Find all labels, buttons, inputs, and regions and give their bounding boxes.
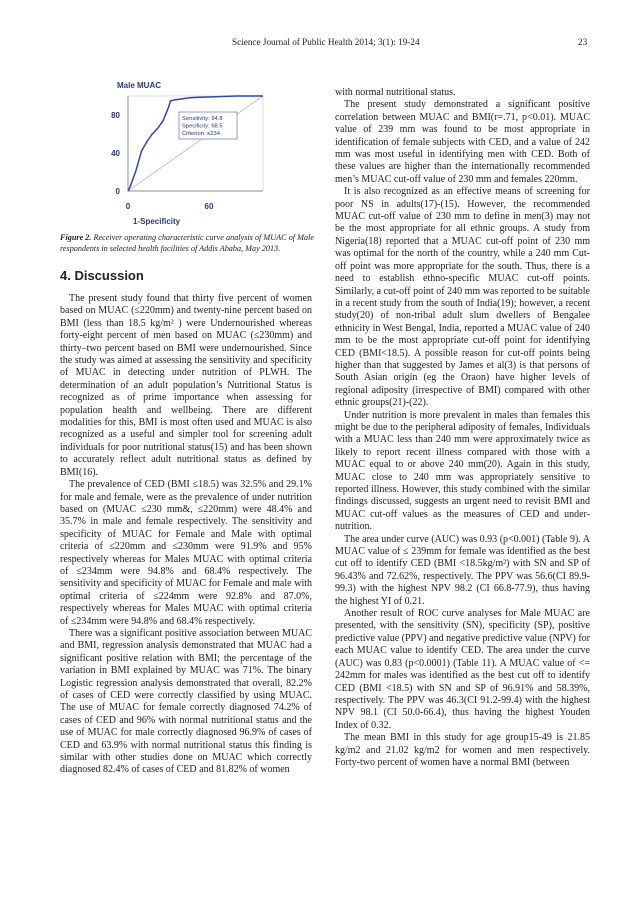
paragraph: The present study demonstrated a significant positive correlation between MUAC and BMI(r=.71, p<0.01). MUAC value of 239 mm was found to be most appropriate in identification of female subjects with CED, and a value of 242 mm was most useful in identifying men with CED. Both of these values are higher than the internationally recommended men’s MUAC cut-off value of 230 mm and females 220mm.: [335, 99, 590, 185]
paragraph: The present study found that thirty five percent of women based on MUAC (≤220mm) and twenty-nine percent based on BMI (less than 18.5 kg/m² ) were Undernourished whereas forty-eight percent of men based on MUAC (≤230mm) and thirty–two percent based on BMI were undernourished. Since the study was aimed at assessing the sensitivity and specificity of MUAC in detecting under nutrition of PLWH. The determination of an adult population’s Nutritional Status is recognized as of prime importance when assessing for population health and wellbeing. There are different modalities for this, BMI is most often used and MUAC is also recognized as a useful and simpler tool for screening adult individuals for poor nutritional status(15) and has been shown to accurately reflect adult nutritional status as defined by BMI(16).: [60, 293, 312, 478]
x-tick-label: 0: [125, 202, 131, 211]
x-axis-label: 1-Specificity: [133, 217, 181, 226]
roc-figure: [95, 78, 295, 226]
right-column-text: [335, 87, 590, 769]
x-tick-labels: [126, 202, 214, 211]
legend-entry: Sensitivity: 94.8: [182, 116, 223, 122]
figure-caption-text: Receiver operating characteristic curve analysis of MUAC of Male respondents in selected health facilities of Addis Ababa, May 2013.: [60, 233, 314, 253]
chart-legend: [179, 112, 237, 139]
figure-caption-label: Figure 2.: [60, 233, 92, 242]
paragraph: The mean BMI in this study for age group15-49 is 21.85 kg/m2 and 21.02 kg/m2 for women and men respectively. Forty-two percent of women have a normal BMI (between: [335, 732, 590, 768]
paragraph: Another result of ROC curve analyses for Male MUAC are presented, with the sensitivity (SN), specificity (SP), positive predictive value (PPV) and negative predictive value (NPV) for each MUAC value to identify CED. The area under the curve (AUC) was 0.83 (p<0.0001) (Table 11). A MUAC value of <= 242mm for males was identified as the best cut off to identify CED (BMI <18.5) with SN and SP of 96.91% and 58.39%, respectively. The PPV was 46.3(CI 91.2-99.4) with the highest NPV 98.1 (CI 50.0-66.4), thus having the highest Youden Index of 0.32.: [335, 608, 590, 731]
legend-entry: Specificity: 68.5: [182, 123, 223, 130]
chart-title: Male MUAC: [117, 81, 162, 90]
reference-diagonal-line: [128, 96, 263, 191]
left-column-text: [60, 293, 312, 777]
paragraph: There was a significant positive association between MUAC and BMI, regression analysis demonstrated that MUAC had a significant positive relation with BMI; the percentage of the variation in BMI explained by MUAC was 71%. The binary Logistic regression analysis demonstrated that overall, 82.2% of cases of CED were correctly classified by using MUAC. The use of MUAC for female correctly diagnosed 74.2% of cases of CED and 96% with normal nutritional status and the use of MUAC for male correctly diagnosed 96.9% of cases of CED and 63.9% with normal nutritional status this finding is similar with other studies done on MUAC which correctly diagnosed 82.4% of cases of CED and 81.82% of women: [60, 627, 312, 776]
paragraph: The area under curve (AUC) was 0.93 (p<0.001) (Table 9). A MUAC value of ≤ 239mm for female was identified as the best cut off to identify CED (BMI <18.5kg/m²) with SN and SP of 96.43% and 72.62%, respectively. The PPV was 56.6(CI 89.9-99.3) with the highest NPV 98.2 (CI 66.8-77.9), thus having the highest YI of 0.21.: [335, 533, 590, 607]
paragraph: with normal nutritional status.: [335, 87, 456, 98]
section-heading: 4. Discussion: [60, 268, 144, 283]
running-header: [0, 37, 638, 51]
paragraph: The prevalence of CED (BMI ≤18.5) was 32.5% and 29.1% for male and female, were as the prevalence of under nutrition based on (MUAC ≤230 mm&, ≤220mm) were 48.4% and 35.7% in male and female respectively. The sensitivity and specificity of MUAC for Female and Male with optimal criteria of ≤220mm and ≤230mm were 91.9% and 95% respectively whereas for Males MUAC with optimal criteria of ≤234mm were 94.8% and 68.4% respectively. The sensitivity and specificity of MUAC for Female and male with optimal criteria of ≤224mm were 92.8% and 87.0%, respectively whereas for Males MUAC with optimal criteria of ≤234mm were 94.8% and 68.4% respectively.: [60, 479, 312, 627]
journal-citation: Science Journal of Public Health 2014; 3(1): 19-24: [232, 37, 420, 47]
paragraph: It is also recognized as an effective means of screening for poor NS in adults(17)-(15). However, the recommended MUAC cut-off value of 230 mm to define in men(3) may not be the most appropriate for all ethnic groups. A study from Nigeria(18) reported that a MUAC cut-off point of 230 mm was optimal for the north of the country, while a 240 mm Cut-off point was more appropriate for the south. Thus, there is a need to establish ethno-specific MUAC cut-off points. Similarly, a cut-off point of 240 mm was reported to be suitable in a recent study from the south of India(19); however, a recent study(20) of non-tribal adult slum dwellers of Bengalee ethnicity in West Bengal, India, reported a MUAC value of 240 mm to be the most appropriate cut-off point for identifying CED (BMI<18.5). A possible reason for cut-off points being higher than that suggested by James et al(3) is that persons of South Asian origin (eg the Oraon) have higher levels of regional adiposity (irrespective of BMI) compared with other ethnic groups(21)-(22).: [335, 186, 590, 409]
figure-caption: [60, 232, 314, 254]
x-tick-label: 60: [204, 202, 214, 211]
y-tick-labels: [111, 111, 120, 196]
y-tick-label: 40: [111, 149, 120, 158]
y-tick-label: 0: [115, 187, 120, 196]
y-tick-label: 80: [111, 111, 120, 120]
legend-entry: Criterion: ≤234: [182, 131, 220, 137]
paragraph: Under nutrition is more prevalent in males than females this might be due to the peripheral adiposity of females, Individuals with a MUAC less than 240 mm were approximately twice as likely to report recent illness compared with those with a MUAC equal to or above 240 mm(20). Again in this study, MUAC close to 240 mm was appropriately sensitive to reported illness. However, this study combined with the similar findings discussed, suggests an urgent need to revisit BMI and MUAC cut-off values as the measures of CED and under-nutrition.: [335, 409, 590, 533]
page-number: 23: [578, 37, 588, 47]
